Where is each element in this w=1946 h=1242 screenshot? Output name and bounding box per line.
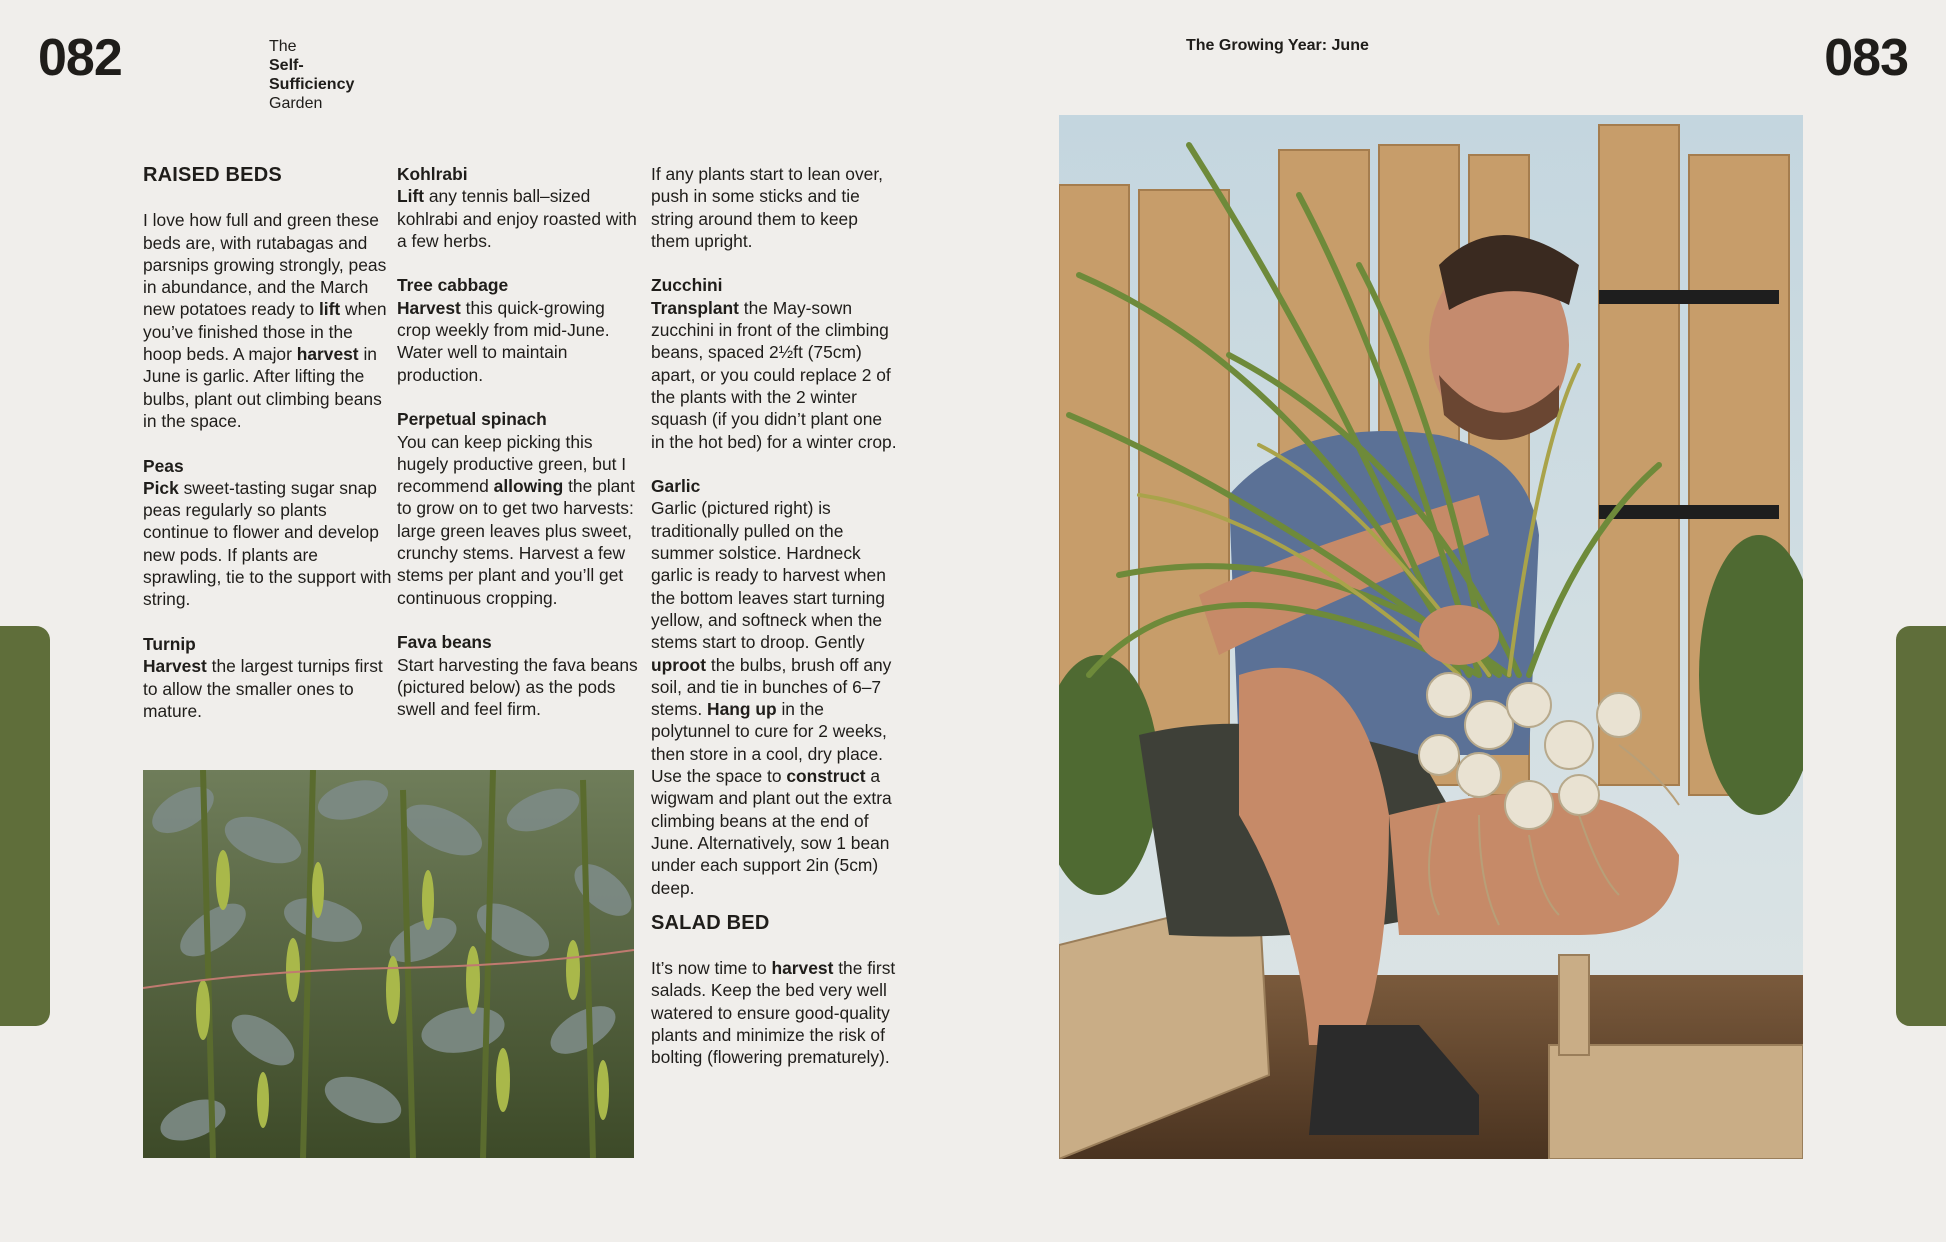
text-column-3: [651, 163, 897, 1069]
tree-cabbage-paragraph: [397, 297, 643, 386]
fava-bean-plants-photo: [143, 770, 634, 1158]
subheading-perpetual-spinach: Perpetual spinach: [397, 409, 547, 430]
section-tab-left: [0, 626, 50, 1026]
text-run: in June is garlic. After lifting the bulbs, plant out climbing beans in the space.: [143, 344, 382, 431]
page-number-right: 083: [1824, 29, 1908, 87]
bold-run: Harvest: [397, 297, 461, 318]
text-run: You can keep picking this hugely productive green, but I recommend: [397, 431, 627, 497]
book-title-line: Garden: [269, 95, 323, 112]
bold-run: harvest: [296, 344, 359, 365]
text-column-2: [397, 163, 643, 720]
subheading-garlic: Garlic: [651, 476, 701, 497]
bold-run: allowing: [493, 476, 564, 497]
intro-paragraph: [143, 209, 393, 432]
bold-run: Lift: [397, 186, 425, 207]
section-tab-right: [1896, 626, 1946, 1026]
subheading-fava-beans: Fava beans: [397, 632, 492, 653]
bold-run: Hang up: [707, 699, 777, 720]
text-run: the first salads. Keep the bed very well watered to ensure good-quality plants and minimize the risk of bolting (flowering prematurely).: [651, 958, 896, 1068]
bold-run: uproot: [651, 654, 707, 675]
text-run: this quick-growing crop weekly from mid-June. Water well to maintain production.: [397, 297, 610, 385]
book-title: [269, 37, 354, 113]
text-run: Garlic (pictured right) is traditionally pulled on the summer solstice. Hardneck garlic is ready to harvest when the bottom leaves start turning yellow, and softneck when the stems start to droop. Gently: [651, 498, 886, 653]
garlic-paragraph: [651, 497, 897, 898]
salad-paragraph: [651, 957, 897, 1068]
spinach-paragraph: [397, 431, 643, 609]
kohlrabi-paragraph: [397, 185, 643, 252]
chapter-title: The Growing Year: June: [1186, 37, 1369, 54]
section-heading-raised-beds: RAISED BEDS: [143, 164, 282, 186]
subheading-zucchini: Zucchini: [651, 275, 723, 296]
turnip-paragraph: [143, 655, 393, 722]
text-run: I love how full and green these beds are, with rutabagas and parsnips growing strongly, peas in abundance, and the March new potatoes ready to: [143, 210, 387, 320]
text-run: the plant to grow on to get two harvests: large green leaves plus sweet, crunchy stems. Harvest a few stems per plant and you’ll get continuous cropping.: [397, 476, 635, 608]
text-run: any tennis ball–sized kohlrabi and enjoy roasted with a few herbs.: [397, 186, 637, 251]
subheading-turnip: Turnip: [143, 633, 196, 654]
text-run: in the polytunnel to cure for 2 weeks, then store in a cool, dry place. Use the space to: [651, 699, 887, 787]
text-run: It’s now time to: [651, 958, 772, 979]
text-run: the largest turnips first to allow the smaller ones to mature.: [143, 656, 383, 721]
section-heading-salad-bed: SALAD BED: [651, 911, 770, 934]
text-run: when you’ve finished those in the hoop beds. A major: [143, 299, 387, 365]
bold-run: lift: [318, 299, 341, 320]
bold-run: Harvest: [143, 656, 207, 677]
text-run: sweet-tasting sugar snap peas regularly so plants continue to flower and develop new pods. If plants are sprawling, tie to the support with string.: [143, 477, 392, 610]
text-run: the bulbs, brush off any soil, and tie in bunches of 6–7 stems.: [651, 654, 892, 720]
subheading-kohlrabi: Kohlrabi: [397, 164, 468, 184]
bold-run: Transplant: [651, 297, 739, 318]
book-title-line: Self-: [269, 57, 304, 74]
zucchini-paragraph: [651, 297, 897, 453]
lean-paragraph: If any plants start to lean over, push in some sticks and tie string around them to keep them upright.: [651, 164, 884, 251]
book-title-line: Sufficiency: [269, 76, 355, 93]
text-column-1: [143, 163, 393, 722]
bold-run: construct: [786, 766, 866, 787]
text-run: the May-sown zucchini in front of the climbing beans, spaced 2½ft (75cm) apart, or you could replace 2 of the plants with the 2 winter squash (if you didn’t plant one in the hot bed) for a winter crop.: [651, 297, 897, 452]
text-run: a wigwam and plant out the extra climbing beans at the end of June. Alternatively, sow 1 bean under each support 2in (5cm) deep.: [651, 766, 892, 898]
peas-paragraph: [143, 477, 393, 611]
gardener-holding-garlic-photo: [1059, 115, 1803, 1159]
book-title-line: The: [269, 38, 297, 55]
subheading-peas: Peas: [143, 455, 184, 476]
bold-run: Pick: [143, 477, 179, 498]
subheading-tree-cabbage: Tree cabbage: [397, 275, 509, 296]
bold-run: harvest: [771, 958, 834, 979]
page-number-left: 082: [38, 29, 122, 87]
fava-paragraph: Start harvesting the fava beans (pictured below) as the pods swell and feel firm.: [397, 654, 638, 720]
